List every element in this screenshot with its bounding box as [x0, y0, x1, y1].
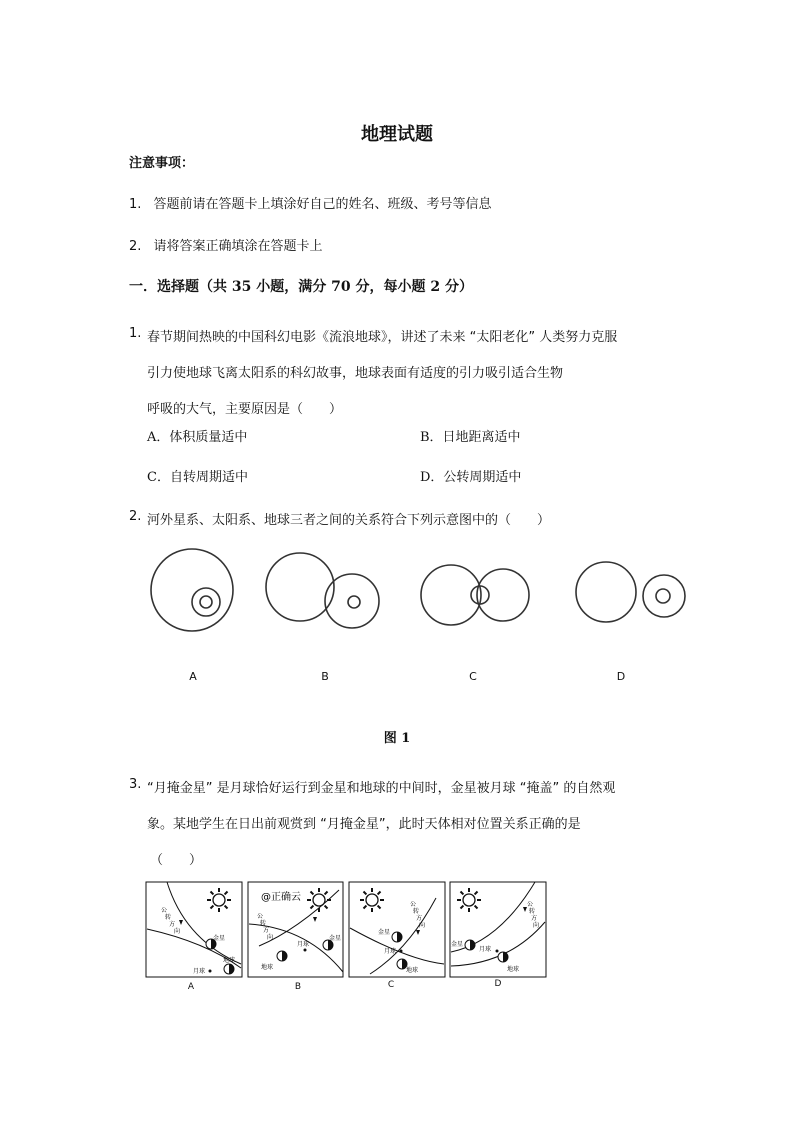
- q2-label-a: A: [189, 670, 197, 683]
- q1-option-d[interactable]: D．公转周期适中: [420, 470, 522, 485]
- notice-item-1-num: 1.: [129, 197, 142, 212]
- q3-c-venus: [392, 932, 402, 942]
- q3-d-label-xiang: 向: [533, 922, 540, 929]
- q3-line-1: “月掩金星” 是月球恰好运行到金星和地球的中间时，金星被月球 “掩盖” 的自然观: [147, 781, 616, 796]
- q3-a-label-venus: 金星: [213, 935, 226, 942]
- q3-c-label-moon: 月球: [384, 948, 397, 955]
- q3-b-moon: [304, 949, 307, 952]
- q2-number: 2.: [129, 509, 142, 524]
- q1-line-2: 引力使地球飞离太阳系的科幻故事，地球表面有适度的引力吸引适合生物: [147, 366, 564, 381]
- q3-c-moon: [400, 950, 403, 953]
- q3-c-label-zhuan: 转: [413, 908, 420, 915]
- q3-d-venus: [465, 940, 475, 950]
- q1-line-3: 呼吸的大气，主要原因是（ ）: [147, 402, 343, 417]
- q1-option-b[interactable]: B．日地距离适中: [420, 430, 521, 445]
- q3-a-label-moon: 月球: [193, 968, 206, 975]
- q3-label-d: D: [494, 979, 502, 989]
- q2-circle-diagrams: [140, 545, 700, 645]
- q3-panel-d: [450, 882, 546, 977]
- notice-heading: 注意事项：: [129, 156, 195, 171]
- q2-diagram-d: [576, 562, 685, 622]
- q2-label-c: C: [469, 670, 477, 683]
- q3-d-moon: [496, 950, 499, 953]
- q3-b-label-gong: 公: [257, 913, 264, 920]
- q3-line-2: 象。某地学生在日出前观赏到 “月掩金星”，此时天体相对位置关系正确的是: [147, 817, 581, 832]
- q1-option-c[interactable]: C．自转周期适中: [147, 470, 248, 485]
- q3-b-label-fang: 方: [263, 927, 270, 934]
- q3-b-label-moon: 月球: [297, 941, 310, 948]
- q3-d-label-venus: 金星: [451, 941, 464, 948]
- notice-item-1: [129, 193, 492, 212]
- q3-a-label-earth: 地球: [223, 957, 236, 964]
- q2-diagram-b: [266, 553, 379, 628]
- q3-b-earth: [277, 951, 287, 961]
- q2-text: 河外星系、太阳系、地球三者之间的关系符合下列示意图中的（ ）: [147, 513, 551, 528]
- q3-panel-b: [248, 882, 343, 977]
- q3-b-label-venus: 金星: [329, 935, 342, 942]
- q3-d-label-fang: 方: [531, 915, 538, 922]
- page-title: 地理试题: [361, 124, 433, 145]
- q3-orbit-diagrams: [145, 880, 551, 980]
- notice-item-2-text: 请将答案正确填涂在答题卡上: [153, 239, 323, 254]
- q3-c-label-xiang: 向: [419, 922, 426, 929]
- q3-a-earth: [224, 964, 234, 974]
- q3-c-label-fang: 方: [416, 915, 423, 922]
- q2-label-d: D: [616, 670, 626, 683]
- q3-b-label-earth: 地球: [261, 964, 274, 971]
- q3-panel-c: [349, 882, 445, 977]
- notice-item-1-text: 答题前请在答题卡上填涂好自己的姓名、班级、考号等信息: [153, 197, 492, 212]
- q3-d-label-gong: 公: [527, 901, 534, 908]
- q3-panel-a: [146, 882, 242, 977]
- q3-c-label-gong: 公: [410, 901, 417, 908]
- q3-line-3: （ ）: [150, 853, 203, 868]
- section-heading: 一．选择题（共 35 小题，满分 70 分，每小题 2 分）: [129, 279, 473, 295]
- q2-label-b: B: [321, 670, 329, 683]
- q1-line-1: 春节期间热映的中国科幻电影《流浪地球》，讲述了未来 “太阳老化” 人类努力克服: [147, 330, 618, 345]
- q3-b-label-xiang: 向: [267, 934, 274, 941]
- q1-number: 1.: [129, 326, 142, 341]
- q3-watermark: @正确云: [261, 892, 301, 903]
- q3-a-label-gong: 公: [161, 907, 168, 914]
- q3-d-label-zhuan: 转: [529, 908, 536, 915]
- q3-number: 3.: [129, 777, 142, 792]
- q3-c-label-venus: 金星: [378, 929, 391, 936]
- q3-b-label-zhuan: 转: [260, 920, 267, 927]
- notice-item-2-num: 2.: [129, 239, 142, 254]
- q2-diagram-a: [151, 549, 233, 631]
- notice-item-2: [129, 235, 323, 254]
- q3-label-a: A: [187, 982, 195, 992]
- q1-option-a[interactable]: A．体积质量适中: [147, 430, 248, 445]
- q3-a-moon: [209, 970, 212, 973]
- q3-c-label-earth: 地球: [406, 967, 419, 974]
- q3-d-earth: [498, 952, 508, 962]
- q3-label-b: B: [294, 982, 302, 992]
- q2-figure-caption: 图 1: [383, 731, 411, 746]
- q3-d-label-earth: 地球: [507, 966, 520, 973]
- q2-diagram-c: [421, 565, 529, 625]
- q3-d-label-moon: 月球: [479, 946, 492, 953]
- q3-a-label-zhuan: 转: [165, 914, 172, 921]
- q3-label-c: C: [387, 980, 395, 990]
- q3-a-label-fang: 方: [169, 921, 176, 928]
- q3-a-label-xiang: 向: [174, 928, 181, 935]
